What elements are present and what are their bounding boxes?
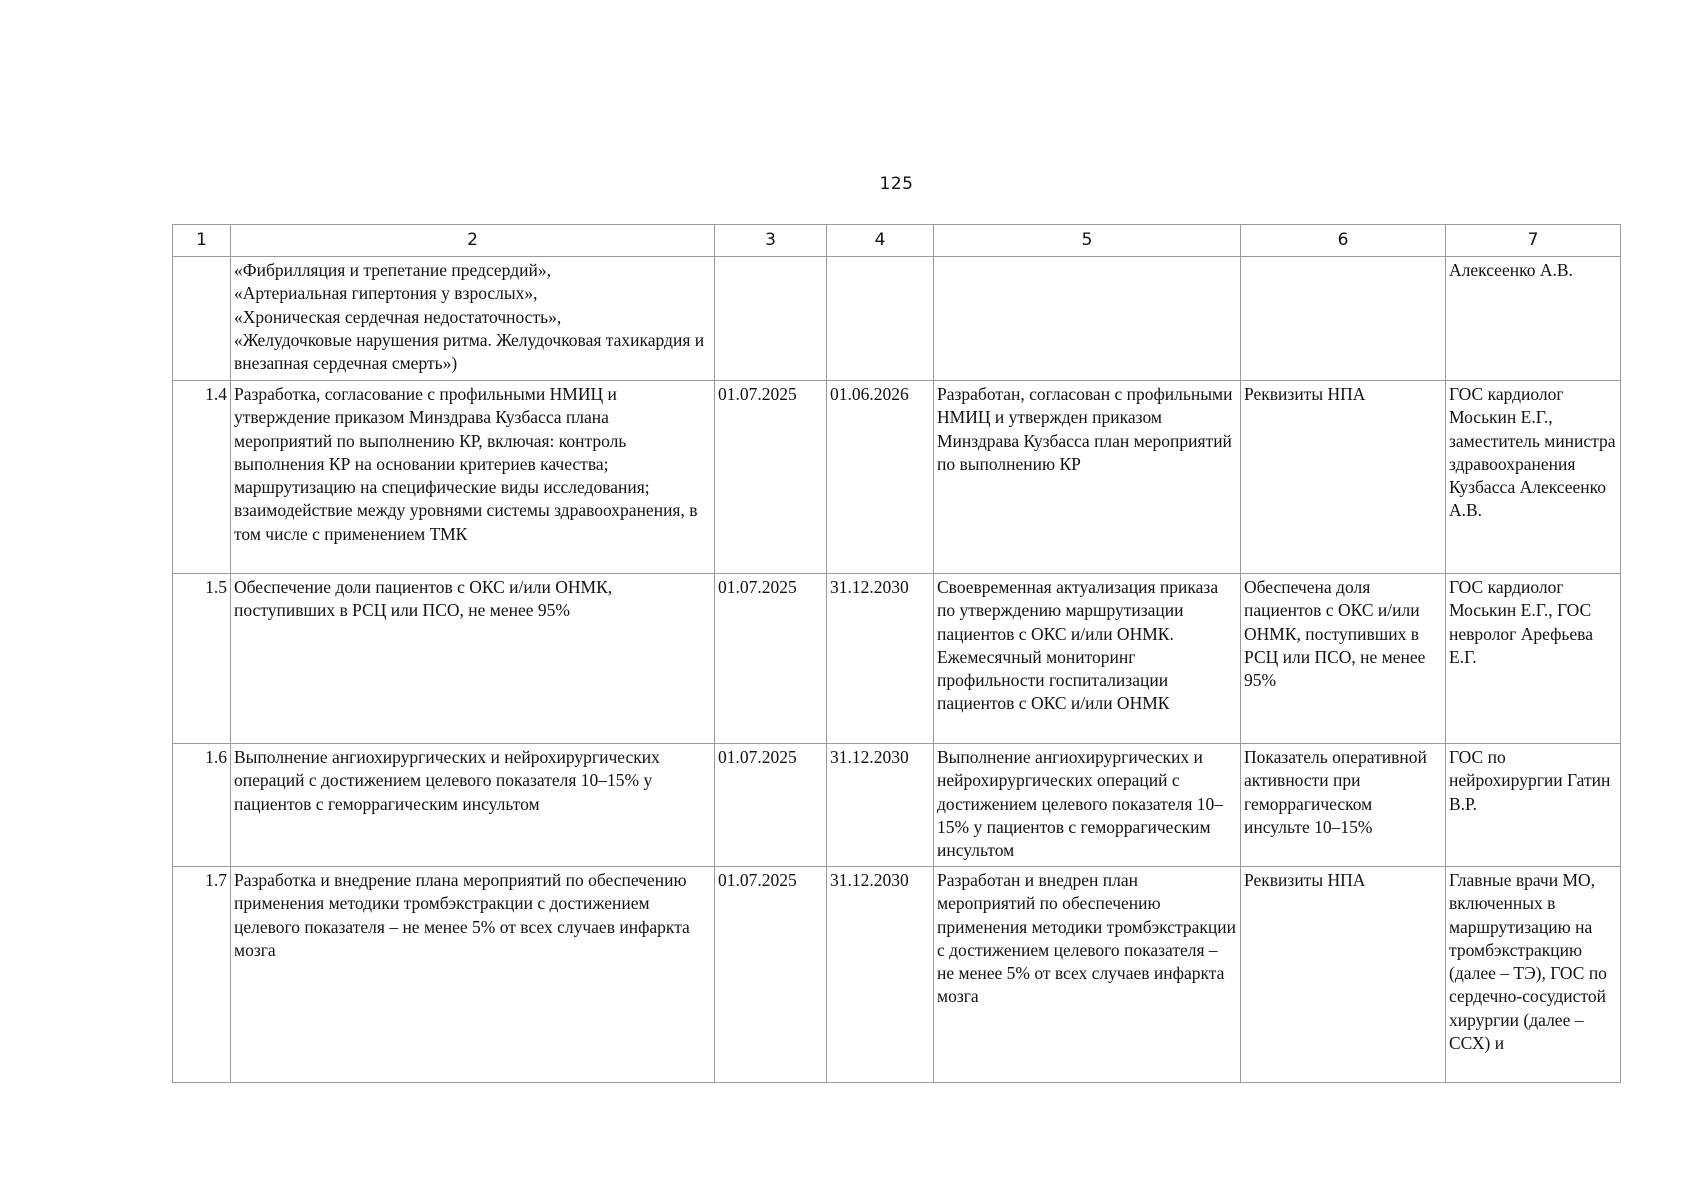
event-cell: Разработка и внедрение плана мероприятий по обеспечению применения методики тромбэкстракции с достижением целевого показателя – не менее 5% от всех случаев инфаркта мозга: [231, 867, 715, 1083]
start-date-cell: 01.07.2025: [715, 574, 827, 744]
table-row: [173, 381, 1621, 574]
result-cell: Разработан, согласован с профильными НМИЦ и утвержден приказом Минздрава Кузбасса план мероприятий по выполнению КР: [934, 381, 1241, 574]
result-cell: Своевременная актуализация приказа по утверждению маршрутизации пациентов с ОКС и/или ОНМК. Ежемесячный мониторинг профильности госпитализации пациентов с ОКС и/или ОНМК: [934, 574, 1241, 744]
event-cell: «Фибрилляция и трепетание предсердий», «Артериальная гипертония у взрослых», «Хроническая сердечная недостаточность», «Желудочковые нарушения ритма. Желудочковая тахикардия и внезапная сердечная смерть»): [231, 257, 715, 381]
indicator-cell: Показатель оперативной активности при геморрагическом инсульте 10–15%: [1241, 744, 1446, 867]
end-date-cell: 31.12.2030: [827, 574, 934, 744]
row-number: [173, 257, 231, 381]
table-row: [173, 574, 1621, 744]
table-row: [173, 257, 1621, 381]
end-date-cell: 31.12.2030: [827, 744, 934, 867]
indicator-cell: Реквизиты НПА: [1241, 381, 1446, 574]
start-date-cell: 01.07.2025: [715, 867, 827, 1083]
event-cell: Выполнение ангиохирургических и нейрохирургических операций с достижением целевого показателя 10–15% у пациентов с геморрагическим инсультом: [231, 744, 715, 867]
end-date-cell: [827, 257, 934, 381]
column-header-1: 1: [173, 225, 231, 257]
start-date-cell: 01.07.2025: [715, 744, 827, 867]
column-header-7: 7: [1446, 225, 1621, 257]
start-date-cell: [715, 257, 827, 381]
column-header-2: 2: [231, 225, 715, 257]
column-header-3: 3: [715, 225, 827, 257]
column-header-6: 6: [1241, 225, 1446, 257]
responsible-cell: ГОС кардиолог Моськин Е.Г., ГОС невролог Арефьева Е.Г.: [1446, 574, 1621, 744]
result-cell: Разработан и внедрен план мероприятий по обеспечению применения методики тромбэкстракции с достижением целевого показателя – не менее 5% от всех случаев инфаркта мозга: [934, 867, 1241, 1083]
start-date-cell: 01.07.2025: [715, 381, 827, 574]
indicator-cell: Реквизиты НПА: [1241, 867, 1446, 1083]
table-row: [173, 867, 1621, 1083]
responsible-cell: ГОС по нейрохирургии Гатин В.Р.: [1446, 744, 1621, 867]
responsible-cell: Главные врачи МО, включенных в маршрутизацию на тромбэкстракцию (далее – ТЭ), ГОС по сердечно-сосудистой хирургии (далее – ССХ) и: [1446, 867, 1621, 1083]
page-number: 125: [879, 174, 914, 194]
result-cell: Выполнение ангиохирургических и нейрохирургических операций с достижением целевого показателя 10–15% у пациентов с геморрагическим инсультом: [934, 744, 1241, 867]
row-number: 1.5: [173, 574, 231, 744]
indicator-cell: Обеспечена доля пациентов с ОКС и/или ОНМК, поступивших в РСЦ или ПСО, не менее 95%: [1241, 574, 1446, 744]
end-date-cell: 01.06.2026: [827, 381, 934, 574]
result-cell: [934, 257, 1241, 381]
responsible-cell: ГОС кардиолог Моськин Е.Г., заместитель министра здравоохранения Кузбасса Алексеенко А.В.: [1446, 381, 1621, 574]
indicator-cell: [1241, 257, 1446, 381]
row-number: 1.4: [173, 381, 231, 574]
table-row: [173, 744, 1621, 867]
header-row: [173, 225, 1621, 257]
column-header-5: 5: [934, 225, 1241, 257]
row-number: 1.6: [173, 744, 231, 867]
end-date-cell: 31.12.2030: [827, 867, 934, 1083]
column-header-4: 4: [827, 225, 934, 257]
action-plan-table: [172, 224, 1621, 1083]
event-cell: Разработка, согласование с профильными НМИЦ и утверждение приказом Минздрава Кузбасса плана мероприятий по выполнению КР, включая: контроль выполнения КР на основании критериев качества; маршрутизацию на специфические виды исследования; взаимодействие между уровнями системы здравоохранения, в том числе с применением ТМК: [231, 381, 715, 574]
row-number: 1.7: [173, 867, 231, 1083]
event-cell: Обеспечение доли пациентов с ОКС и/или ОНМК, поступивших в РСЦ или ПСО, не менее 95%: [231, 574, 715, 744]
responsible-cell: Алексеенко А.В.: [1446, 257, 1621, 381]
